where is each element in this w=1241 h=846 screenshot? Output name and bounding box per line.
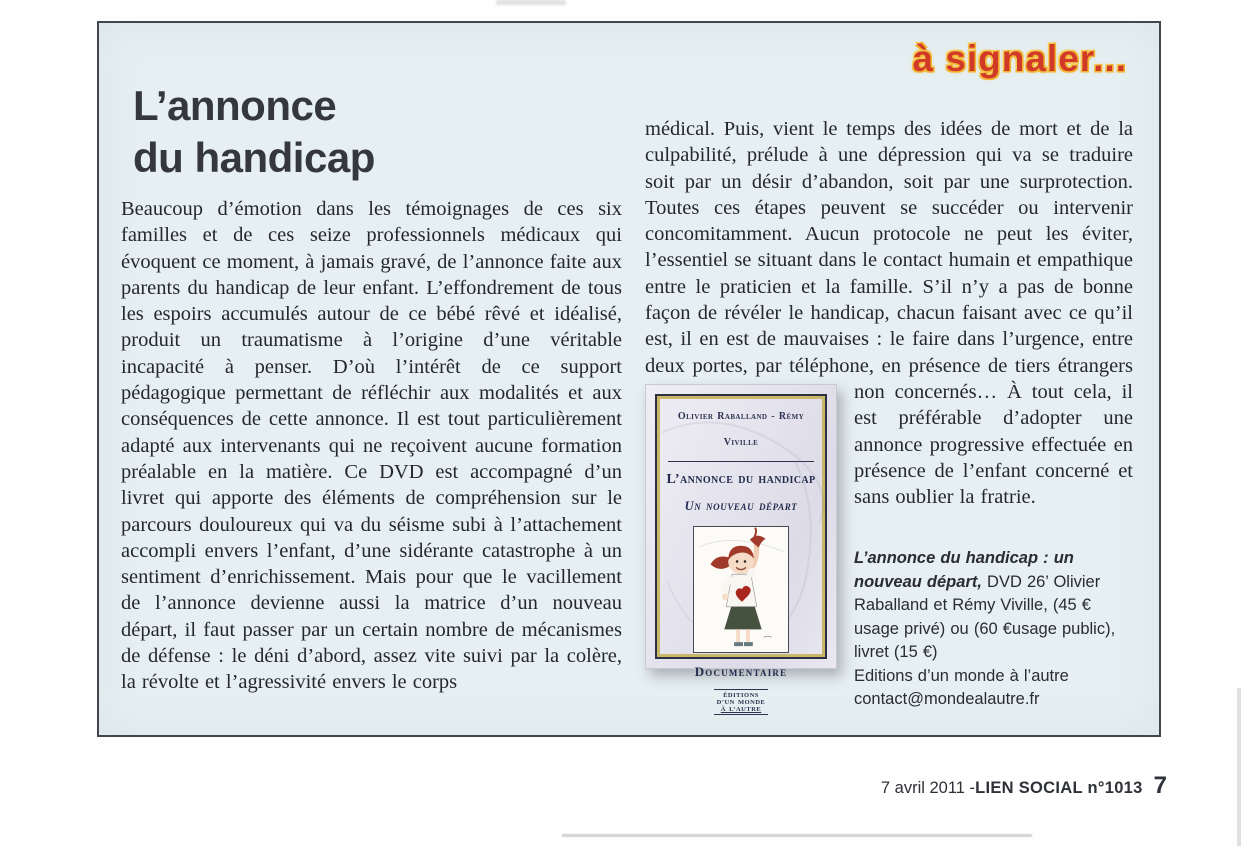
article-title (133, 80, 375, 184)
scan-artifact-right (1237, 688, 1241, 846)
dvd-cover-subtitle: Un nouveau départ (684, 498, 798, 513)
dvd-cover-title: L’annonce du handicap (666, 471, 816, 487)
footer-page-number: 7 (1153, 772, 1167, 799)
logo-line-2: D’UN MONDE (716, 698, 766, 706)
section-label: à signaler... (912, 38, 1127, 79)
dvd-cover-publisher-logo (714, 689, 769, 715)
title-line-2: du handicap (133, 134, 375, 181)
article-column-right (645, 116, 1133, 712)
caption-publisher: Editions d’un monde à l’autre (854, 666, 1069, 685)
body-text-right-1: médical. Puis, vient le temps des idées de mort et de la culpabilité, prélude à une dépression qui va se traduire soit par un désir d’abandon, soit par une surprotection. Toutes ces étapes peuvent se succéder ou intervenir concomitamment. Aucun protocole ne peut les éviter, l’essentiel se situant dans le contact humain et empathique entre le praticien et la famille. S’il n’y a pas de bonne façon de révéler le handicap, chacun faisant avec ce qu’il est, il en est de mauvaises : le faire dans l’urgence, entre deux portes, par téléphone, en présence de tiers étrangers non concernés… À tout (645, 118, 1133, 403)
dvd-cover-authors: Olivier Raballand - Rémy Viville (677, 410, 805, 449)
dvd-cover-genre: Documentaire (694, 664, 788, 680)
logo-line-3: À L’AUTRE (720, 705, 762, 713)
dvd-cover (645, 384, 837, 713)
title-line-1: L’annonce (133, 82, 337, 129)
dvd-cover-frame (655, 394, 827, 713)
footer-journal: LIEN SOCIAL n°1013 (975, 779, 1143, 797)
caption-body: DVD 26’ Olivier Raballand et Rémy Viville, (45 € usage privé) ou (60 €usage public), livret (15 €) (854, 572, 1116, 662)
dvd-cover-rule (668, 461, 814, 462)
caption-contact: contact@mondealautre.fr (854, 690, 1040, 709)
article-column-left (121, 196, 622, 696)
body-text-left: Beaucoup d’émotion dans les témoignages de ces six familles et de ces seize professionnels médicaux qui évoquent ce moment, à jamais gravé, de l’annonce faite aux parents du handicap de leur enfant. L’effondrement de tous les espoirs accumulés autour de ce bébé rêvé et idéalisé, produit un traumatisme à l’origine d’une véritable incapacité à penser. D’où l’intérêt de ce support pédagogique permettant de réfléchir aux modalités et aux conséquences de cette annonce. Il est tout particulièrement adapté aux intervenants qui ne reçoivent aucune formation préalable en la matière. Ce DVD est accompagné d’un livret qui apporte des éléments de compréhension sur le parcours douloureux qui va du séisme subi à l’attachement accompli envers l’enfant, d’une sidérante catastrophe à un sentiment d’enrichissement. Mais pour que le vacillement de l’annonce devienne aussi la matrice d’un nouveau départ, il faut passer par un certain nombre de mécanismes de défense : le déni d’abord, assez vite suivi par la colère, la révolte et l’agressivité envers le corps (121, 198, 622, 694)
girl-drawing-icon (694, 527, 790, 652)
body-text-right-2: cela, il est préférable d’adopter une annonce progressive effectuée en présence de l’enfant concerné et sans oublier la fratrie. (854, 380, 1133, 509)
scan-artifact-bottom (562, 834, 1032, 837)
caption-title: L’annonce du handicap : un nouveau départ, (854, 549, 1074, 591)
logo-line-1: ÉDITIONS (723, 691, 759, 699)
footer-date: 7 avril 2011 - (880, 779, 976, 797)
girl-illustration (693, 526, 789, 653)
scan-artifact-top (496, 0, 566, 5)
page-footer (881, 772, 1167, 800)
